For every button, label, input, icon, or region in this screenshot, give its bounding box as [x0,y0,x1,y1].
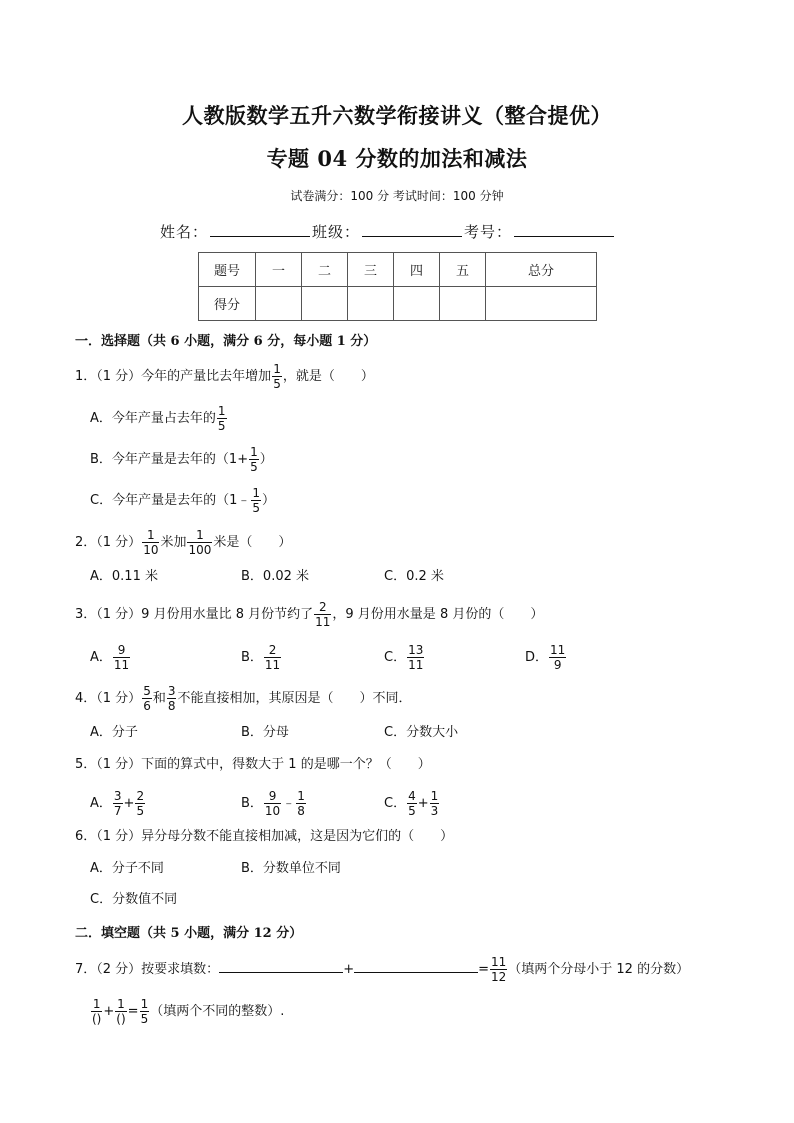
numerator: 1 [142,528,159,543]
option-a[interactable] [90,643,131,672]
option-c[interactable] [384,789,440,818]
operator: + [343,962,355,977]
option-b[interactable]: B．分母 [241,725,289,740]
option-label: B． [241,650,263,665]
option-b[interactable] [241,643,282,672]
class-label: 班级： [312,223,361,241]
name-label: 姓名： [160,223,209,241]
option-a[interactable]: A．分子 [90,725,138,740]
fraction [264,643,281,672]
document-title: 人教版数学五升六数学衔接讲义（整合提优） [182,103,612,128]
option-text: ） [262,493,276,508]
numerator: 1 [217,404,226,418]
denominator-blank[interactable]: () [116,1012,126,1026]
denominator: 5 [252,501,260,515]
fraction [113,789,123,818]
question-stem: 和 [152,691,166,706]
fraction [142,528,159,557]
question-7-part-2 [90,997,284,1026]
option-label: C． [384,796,407,811]
denominator: 8 [297,804,305,818]
fraction [314,600,331,629]
numerator: 1 [117,997,125,1011]
question-stem: 4．（1 分） [75,691,142,706]
fraction [407,789,417,818]
numerator: 2 [136,789,145,803]
question-stem: ，9 月份用水量是 8 月份的（ ） [332,607,544,622]
answer-blank[interactable] [219,958,343,973]
option-a[interactable] [90,789,146,818]
question-5: 5．（1 分）下面的算式中，得数大于 1 的是哪一个？（ ） [75,757,431,772]
question-stem: 不能直接相加，其原因是（ ）不同． [177,691,412,706]
table-cell: 二 [302,253,348,287]
table-cell: 三 [348,253,394,287]
option-c[interactable] [384,643,425,672]
operator: + [417,796,429,811]
option-text: B．今年产量是去年的（1+ [90,452,249,467]
option-label: A． [90,796,112,811]
question-1 [75,362,374,391]
option-a[interactable]: A．分子不同 [90,861,164,876]
question-4 [75,684,412,713]
fraction [264,789,281,818]
topic-title: 专题 04 分数的加法和减法 [266,146,528,171]
denominator: 10 [143,543,159,557]
option-c[interactable]: C．分数大小 [384,725,459,740]
denominator: 11 [408,658,424,672]
numerator: 3 [113,789,122,803]
fraction [490,955,507,984]
denominator: 8 [167,699,176,713]
denominator: 5 [140,1012,149,1026]
question-3 [75,600,543,629]
operator: + [103,1004,115,1019]
numerator: 3 [167,684,176,698]
option-a[interactable]: A．0.11 米 [90,569,158,584]
denominator: 6 [143,699,151,713]
fraction [142,684,152,713]
fraction [430,789,440,818]
option-text: A．今年产量占去年的 [90,411,216,426]
numerator: 1 [187,528,212,543]
score-cell[interactable] [256,287,302,321]
fraction [272,362,282,391]
score-cell[interactable] [394,287,440,321]
question-stem: 7．（2 分）按要求填数： [75,962,220,977]
option-text: C．今年产量是去年的（1﹣ [90,493,251,508]
numerator: 1 [252,486,260,500]
denominator: 11 [315,615,331,629]
fraction [251,486,261,515]
operator: ﹣ [282,796,296,811]
denominator: 12 [491,970,507,984]
numerator: 1 [430,789,439,803]
operator: + [123,796,135,811]
option-label: D． [525,650,549,665]
numerator: 9 [113,643,130,658]
option-d[interactable] [525,643,567,672]
numerator: 1 [297,789,305,803]
denominator: 9 [553,658,562,672]
question-6: 6．（1 分）异分母分数不能直接相加减，这是因为它们的（ ） [75,829,454,844]
question-stem: 2．（1 分） [75,535,142,550]
option-label: A． [90,650,112,665]
option-text: ） [259,452,273,467]
question-stem: 1．（1 分）今年的产量比去年增加 [75,369,272,384]
denominator: 5 [250,460,258,474]
exam-no-label: 考号： [464,223,513,241]
option-b[interactable] [90,445,273,474]
score-table [198,252,597,321]
table-cell: 题号 [199,253,256,287]
option-c[interactable] [90,486,275,515]
question-stem: 米是（ ） [213,535,292,550]
denominator: 7 [113,804,122,818]
numerator: 2 [314,600,331,615]
option-a[interactable] [90,404,228,433]
answer-blank[interactable] [354,958,478,973]
denominator: 5 [408,804,416,818]
table-cell: 得分 [199,287,256,321]
numerator: 1 [273,362,281,376]
question-stem: （填两个不同的整数）. [150,1004,285,1019]
denominator: 5 [136,804,145,818]
fraction [549,643,566,672]
denominator: 5 [217,419,226,433]
denominator: 3 [430,804,439,818]
denominator: 5 [273,377,281,391]
fraction [407,643,424,672]
fraction [217,404,227,433]
option-b[interactable]: B．0.02 米 [241,569,309,584]
score-cell[interactable] [486,287,597,321]
fraction [135,789,145,818]
score-table-score-row [199,287,597,321]
table-cell: 总分 [486,253,597,287]
numerator: 11 [491,955,507,969]
question-2 [75,528,291,557]
denominator-blank[interactable]: () [92,1012,102,1026]
fraction [249,445,259,474]
question-7 [75,955,689,984]
numerator: 13 [408,643,424,657]
question-stem: 3．（1 分）9 月份用水量比 8 月份节约了 [75,607,314,622]
table-cell: 一 [256,253,302,287]
question-stem: （填两个分母小于 12 的分数） [508,962,690,977]
option-label: B． [241,796,263,811]
denominator: 11 [113,658,130,672]
option-b[interactable] [241,789,307,818]
operator: = [478,962,489,977]
fraction [113,643,130,672]
denominator: 100 [188,543,212,557]
question-stem: 米加 [160,535,187,550]
score-cell[interactable] [302,287,348,321]
section-title-choice: 一．选择题（共 6 小题，满分 6 分，每小题 1 分） [75,334,377,349]
score-cell[interactable] [348,287,394,321]
exam-no-blank[interactable] [514,236,614,237]
fraction[interactable] [115,997,126,1026]
option-b[interactable]: B．分数单位不同 [241,861,341,876]
denominator: 10 [264,804,281,818]
option-c[interactable]: C．0.2 米 [384,569,444,584]
fraction [140,997,150,1026]
score-table-header-row [199,253,597,287]
fraction[interactable] [91,997,102,1026]
name-blank[interactable] [210,236,310,237]
numerator: 2 [264,643,281,658]
fraction [296,789,306,818]
question-stem: ，就是（ ） [282,369,374,384]
table-cell: 四 [394,253,440,287]
numerator: 5 [143,684,151,698]
student-info-line [160,221,616,242]
denominator: 11 [264,658,281,672]
numerator: 1 [92,997,101,1011]
table-cell: 五 [440,253,486,287]
operator: = [127,1004,139,1019]
numerator: 11 [550,643,566,657]
numerator: 1 [140,997,149,1011]
numerator: 9 [264,789,281,804]
option-label: C． [384,650,407,665]
numerator: 4 [408,789,416,803]
exam-info: 试卷满分：100 分 考试时间：100 分钟 [290,189,504,203]
class-blank[interactable] [362,236,462,237]
fraction [167,684,177,713]
numerator: 1 [250,445,258,459]
section-title-fill: 二．填空题（共 5 小题，满分 12 分） [75,926,303,941]
fraction [187,528,212,557]
option-c[interactable]: C．分数值不同 [90,892,178,907]
score-cell[interactable] [440,287,486,321]
